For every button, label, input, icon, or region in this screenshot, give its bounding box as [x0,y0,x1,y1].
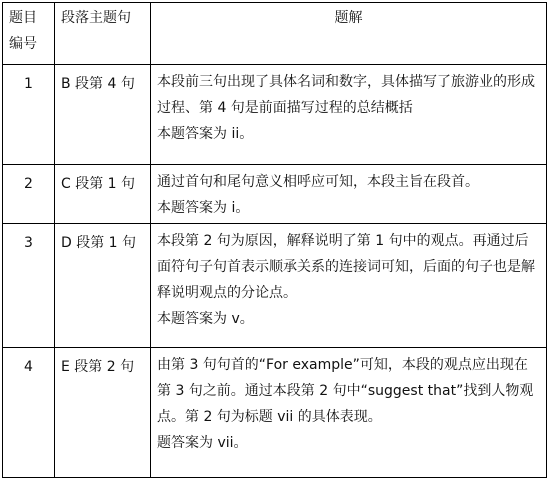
header-explanation: 题解 [151,3,547,65]
answer-table [2,2,547,478]
row-number: 2 [3,165,55,224]
header-topic-sentence: 段落主题句 [55,3,151,65]
row-explanation-cell [151,348,547,478]
row-explanation-cell [151,224,547,348]
row-explanation-cell [151,65,547,165]
row-paragraph: C 段第 1 句 [55,165,151,224]
row-explanation: 通过首句和尾句意义相呼应可知，本段主旨在段首。 [157,174,479,190]
row-paragraph: E 段第 2 句 [55,348,151,478]
row-paragraph: B 段第 4 句 [55,65,151,165]
answer-table-container [2,2,547,478]
row-paragraph: D 段第 1 句 [55,224,151,348]
row-number: 4 [3,348,55,478]
row-explanation: 由第 3 句句首的“For example”可知，本段的观点应出现在第 3 句之前。通过本段第 2 句中“suggest that”找到人物观点。第 2 句为标题 vii 的具体表现。 [157,357,534,425]
row-explanation: 本段前三句出现了具体名词和数字，具体描写了旅游业的形成过程、第 4 句是前面描写过程的总结概括 [157,74,535,116]
table-row [3,224,547,348]
header-question-number: 题目编号 [3,3,55,65]
row-number: 1 [3,65,55,165]
row-answer: 题答案为 vii。 [157,435,248,451]
row-explanation-cell [151,165,547,224]
header-row [3,3,547,65]
table-row [3,165,547,224]
row-answer: 本题答案为 ii。 [157,126,254,142]
row-number: 3 [3,224,55,348]
row-explanation: 本段第 2 句为原因，解释说明了第 1 句中的观点。再通过后面符句子句首表示顺承关系的连接词可知，后面的句子也是解释说明观点的分论点。 [157,233,535,301]
row-answer: 本题答案为 i。 [157,200,250,216]
row-answer: 本题答案为 v。 [157,311,254,327]
table-row [3,348,547,478]
table-row [3,65,547,165]
